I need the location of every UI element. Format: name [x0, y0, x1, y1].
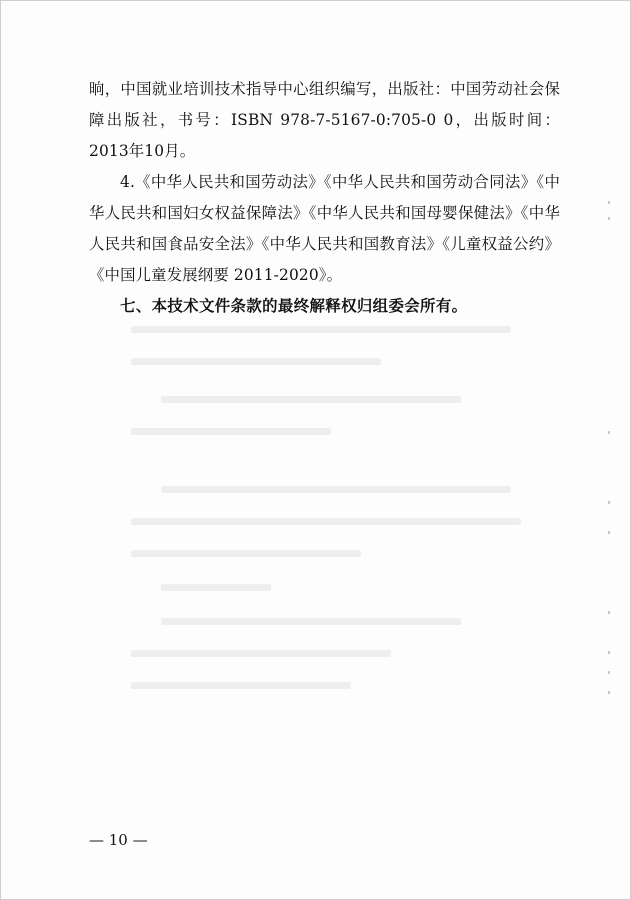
document-body — [89, 74, 560, 322]
reference-item-4-paragraph: 4.《中华人民共和国劳动法》《中华人民共和国劳动合同法》《中华人民共和国妇女权益保障法》《中华人民共和国母婴保健法》《中华人民共和国食品安全法》《中华人民共和国教育法》《儿童权益公约》《中国儿童发展纲要 2011-2020》。 — [89, 173, 560, 284]
page-number: — 10 — — [89, 831, 148, 849]
show-through-texture — [131, 326, 551, 726]
reference-continuation-paragraph: 晌，中国就业培训技术指导中心组织编写，出版社：中国劳动社会保障出版社，书号：ISBN 978-7-5167-0:705-0 0，出版时间：2013年10月。 — [89, 80, 560, 160]
final-interpretation-clause: 七、本技术文件条款的最终解释权归组委会所有。 — [120, 297, 468, 315]
scan-edge-marks — [608, 201, 618, 721]
